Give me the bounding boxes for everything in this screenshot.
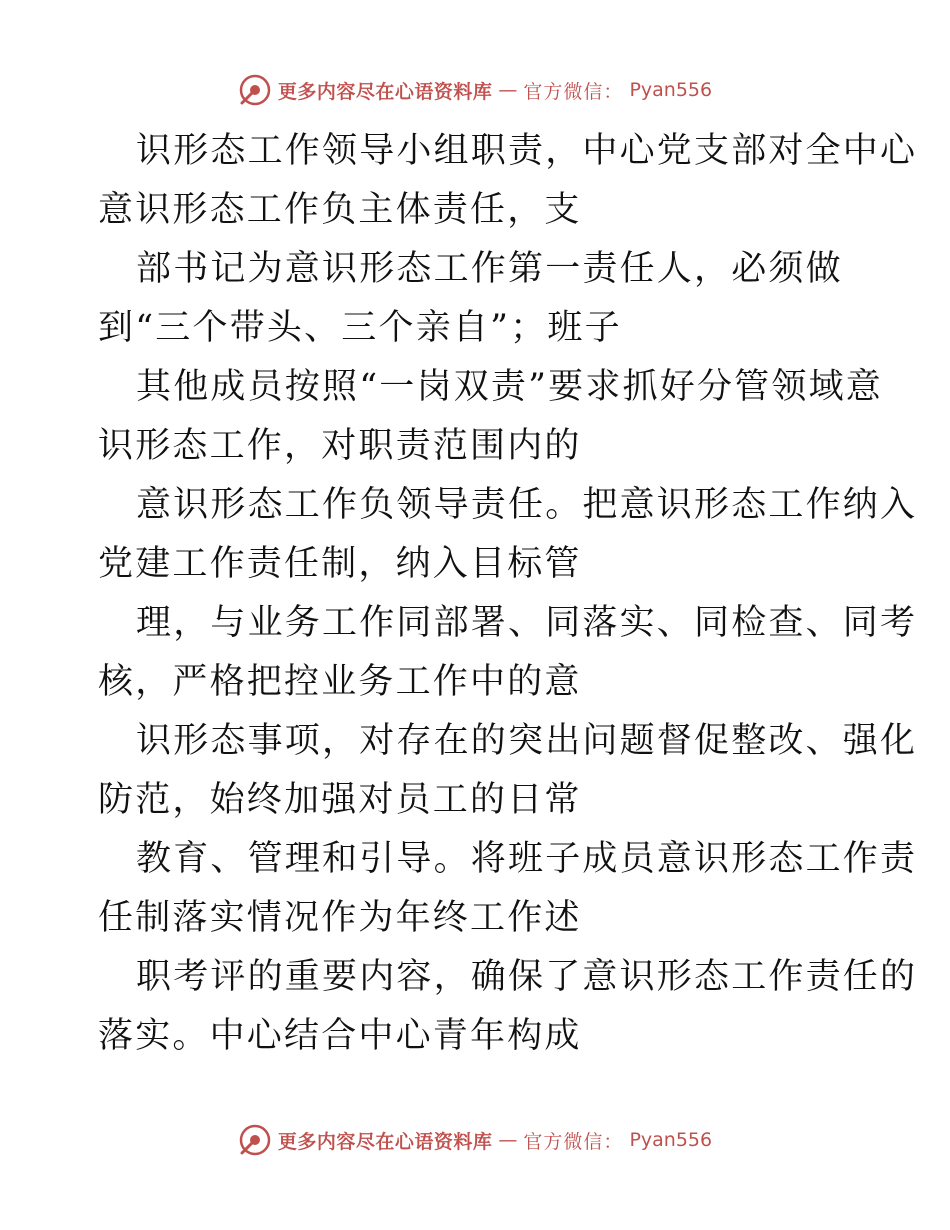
body-line: 其他成员按照“一岗双责”要求抓好分管领域意 — [136, 367, 883, 407]
footer-wechat-id: Pyan556 — [629, 1129, 713, 1151]
body-line: 到“三个带头、三个亲自”；班子 — [98, 308, 622, 348]
body-line: 识形态事项，对存在的突出问题督促整改、强化 — [136, 721, 918, 761]
body-line: 核，严格把控业务工作中的意 — [98, 662, 582, 702]
body-line: 职考评的重要内容，确保了意识形态工作责任的 — [136, 957, 918, 997]
body-line: 意识形态工作负领导责任。把意识形态工作纳入 — [136, 485, 918, 525]
footer-brand-text: 更多内容尽在心语资料库 — [277, 1130, 493, 1153]
body-line: 识形态工作领导小组职责，中心党支部对全中心 — [136, 131, 918, 171]
header-brand-text: 更多内容尽在心语资料库 — [277, 80, 493, 103]
header-wechat-id: Pyan556 — [629, 79, 713, 101]
body-line: 党建工作责任制，纳入目标管 — [98, 544, 582, 584]
footer-wechat-label: 官方微信： — [523, 1130, 624, 1153]
page-footer-watermark — [0, 1120, 950, 1160]
body-line: 任制落实情况作为年终工作述 — [98, 898, 582, 938]
document-body — [98, 122, 918, 1066]
body-line: 教育、管理和引导。将班子成员意识形态工作责 — [136, 839, 918, 879]
body-line: 意识形态工作负主体责任，支 — [98, 190, 582, 230]
header-separator: — — [498, 79, 518, 101]
body-line: 防范，始终加强对员工的日常 — [98, 780, 582, 820]
body-line: 落实。中心结合中心青年构成 — [98, 1016, 582, 1056]
body-line: 部书记为意识形态工作第一责任人，必须做 — [136, 249, 843, 289]
page-header-watermark — [0, 70, 950, 110]
pen-logo-icon — [238, 1123, 272, 1157]
body-line: 理，与业务工作同部署、同落实、同检查、同考 — [136, 603, 918, 643]
body-line: 识形态工作，对职责范围内的 — [98, 426, 582, 466]
pen-logo-icon — [238, 73, 272, 107]
header-wechat-label: 官方微信： — [523, 80, 624, 103]
footer-separator: — — [498, 1129, 518, 1151]
